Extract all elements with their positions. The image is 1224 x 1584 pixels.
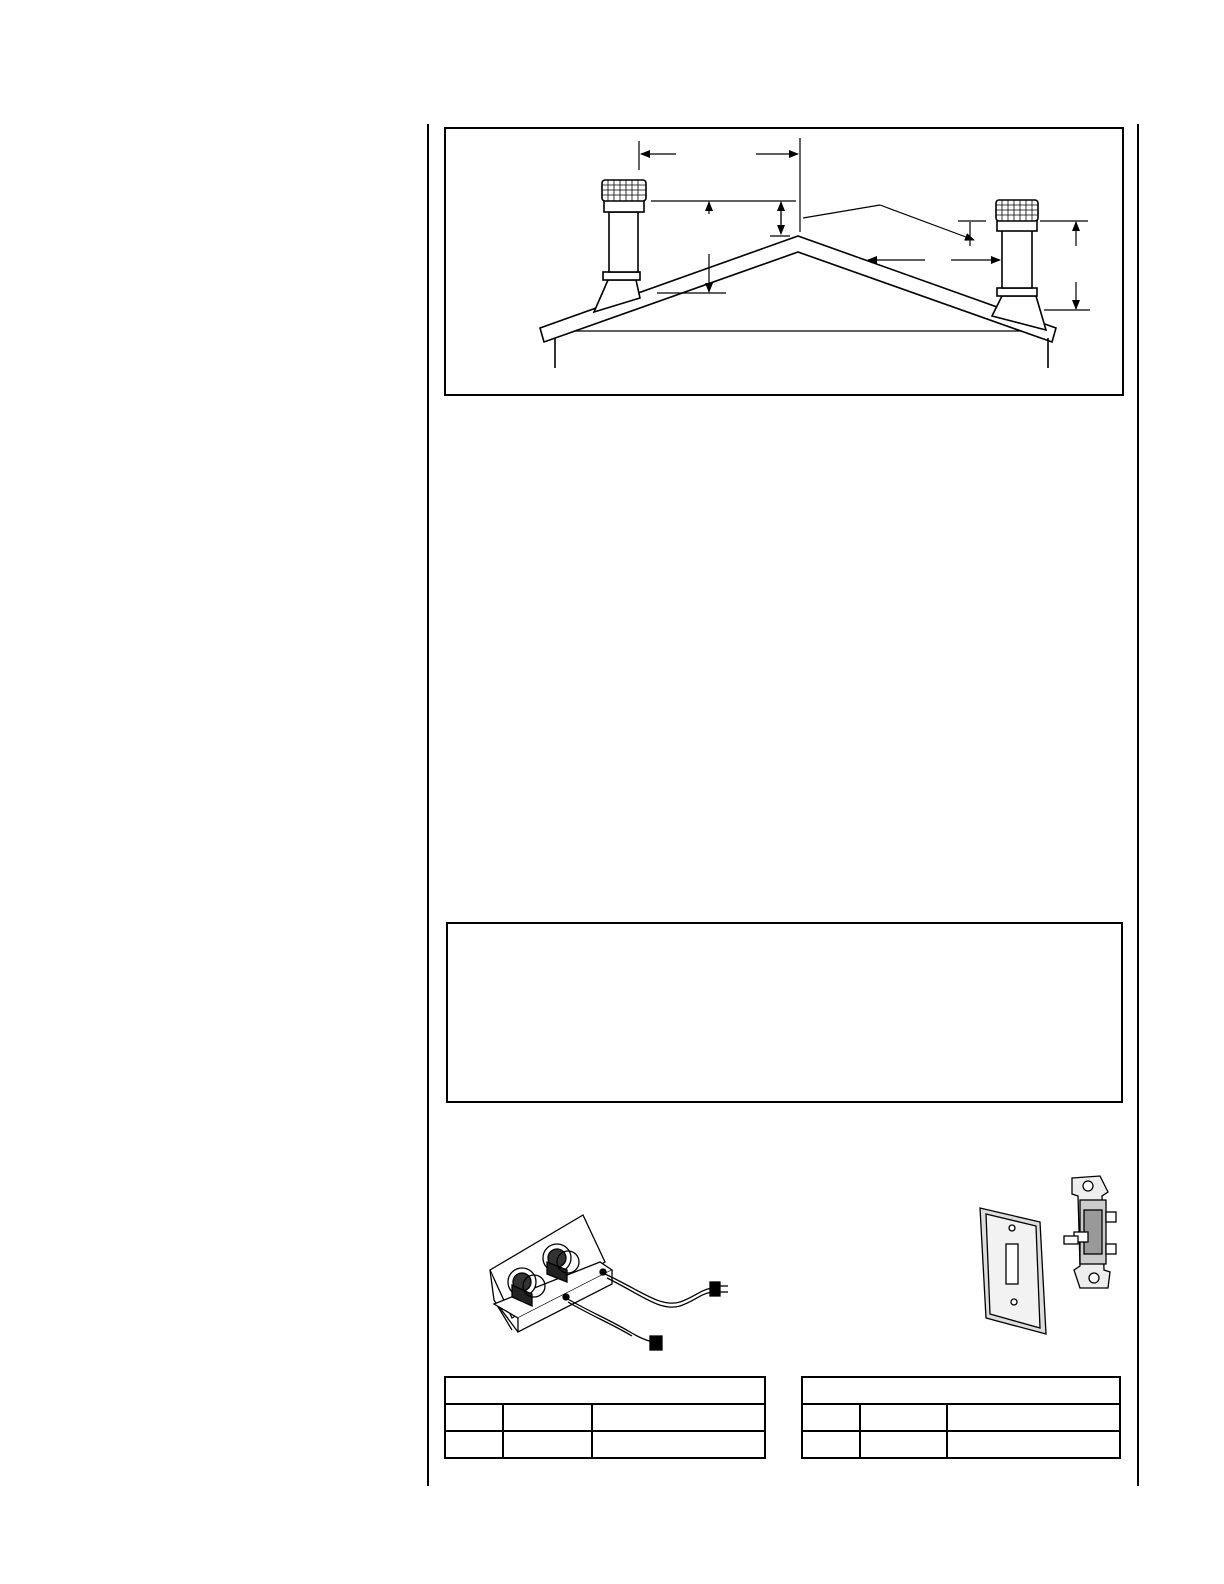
- wall-switch-table-header: [802, 1377, 1120, 1404]
- table-cell: [592, 1431, 765, 1458]
- table-cell: [802, 1431, 860, 1458]
- table-cell: [802, 1404, 860, 1431]
- table-cell: [503, 1404, 592, 1431]
- fan-kit-table-header: [445, 1377, 765, 1404]
- table-cell: [445, 1431, 503, 1458]
- roof-vent-diagram-frame: [444, 127, 1124, 396]
- table-row: [802, 1404, 1120, 1431]
- table-cell: [947, 1404, 1120, 1431]
- table-row: [802, 1431, 1120, 1458]
- fan-kit-spec-table: [444, 1376, 766, 1459]
- table-row: [445, 1431, 765, 1458]
- right-column-rule: [1137, 124, 1139, 1486]
- table-cell: [860, 1431, 947, 1458]
- table-cell: [947, 1431, 1120, 1458]
- left-column-rule: [427, 124, 429, 1486]
- table-row: [445, 1404, 765, 1431]
- table-cell: [592, 1404, 765, 1431]
- table-cell: [503, 1431, 592, 1458]
- table-cell: [445, 1404, 503, 1431]
- wall-switch-spec-table: [801, 1376, 1121, 1459]
- notice-box: [446, 922, 1123, 1103]
- table-cell: [860, 1404, 947, 1431]
